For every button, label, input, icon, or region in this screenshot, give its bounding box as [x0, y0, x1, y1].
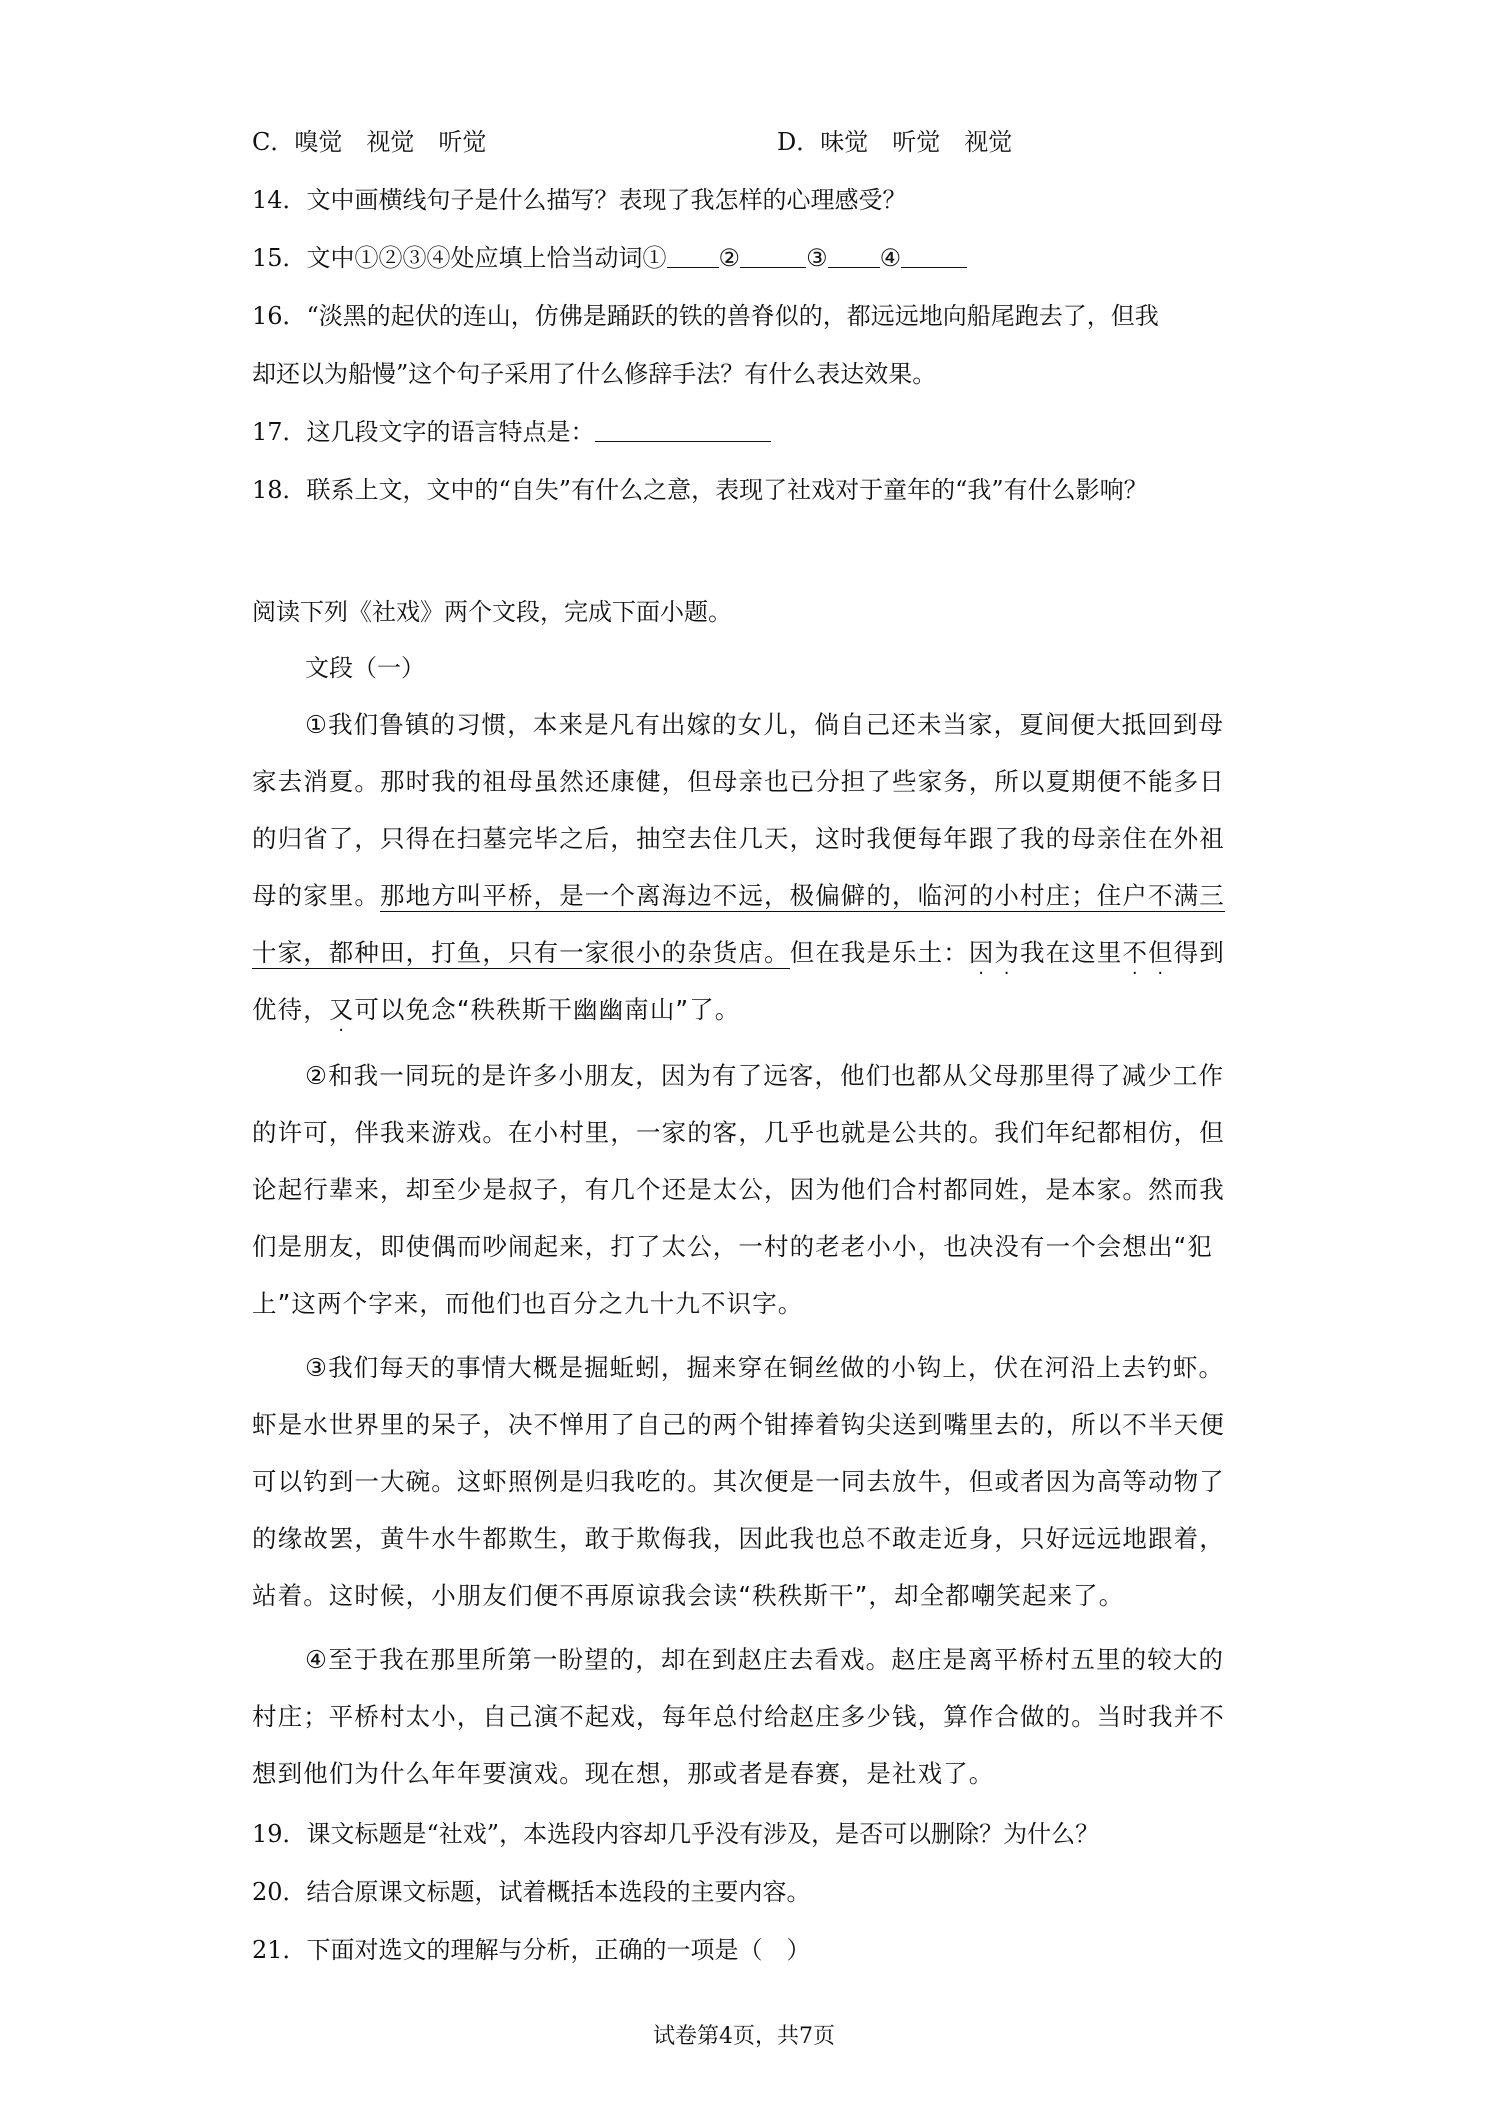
question-14: 14．文中画横线句子是什么描写？表现了我怎样的心理感受？	[252, 186, 907, 214]
answer-blank-3[interactable]	[828, 245, 880, 268]
question-15: 15．文中①②③④处应填上恰当动词① ② ③ ④	[252, 242, 967, 274]
passage-p1-line1: ①我们鲁镇的习惯，本来是凡有出嫁的女儿，倘自己还未当家，夏间便大抵回到母	[305, 710, 1225, 739]
emphasis-char: 不	[1122, 938, 1149, 967]
answer-blank-2[interactable]	[740, 245, 806, 268]
question-16-line2: 却还以为船慢”这个句子采用了什么修辞手法？有什么表达效果。	[252, 360, 937, 388]
emphasis-char: 又	[328, 995, 355, 1024]
passage-p1-line5: 十家，都种田，打鱼，只有一家很小的杂货店。但在我是乐土：因为我在这里不但得到	[252, 938, 1225, 967]
passage-p2-line3: 论起行辈来，却至少是叔子，有几个还是太公，因为他们合村都同姓，是本家。然而我	[252, 1175, 1225, 1204]
question-18: 18．联系上文，文中的“自失”有什么之意，表现了社戏对于童年的“我”有什么影响？	[252, 476, 1148, 504]
passage-p3-line3: 可以钓到一大碗。这虾照例是归我吃的。其次便是一同去放牛，但或者因为高等动物了	[252, 1467, 1225, 1496]
passage-heading: 文段（一）	[305, 654, 425, 682]
question-20: 20．结合原课文标题，试着概括本选段的主要内容。	[252, 1878, 811, 1906]
passage-p2-line5: 上”这两个字来，而他们也百分之九十九不识字。	[252, 1289, 804, 1318]
question-19: 19．课文标题是“社戏”，本选段内容却几乎没有涉及，是否可以删除？为什么？	[252, 1820, 1100, 1848]
passage-p4-line2: 村庄；平桥村太小，自己演不起戏，每年总付给赵庄多少钱，算作合做的。当时我并不	[252, 1702, 1225, 1731]
question-16-line1: 16．“淡黑的起伏的连山，仿佛是踊跃的铁的兽脊似的，都远远地向船尾跑去了，但我	[252, 302, 1159, 330]
passage-p1-line6: 优待，又可以免念“秩秩斯干幽幽南山”了。	[252, 995, 741, 1024]
answer-blank-1[interactable]	[667, 245, 719, 268]
passage-p2-line2: 的许可，伴我来游戏。在小村里，一家的客，几乎也就是公共的。我们年纪都相仿，但	[252, 1118, 1225, 1147]
emphasis-char: 为	[994, 938, 1021, 967]
passage-p3-line5: 站着。这时候，小朋友们便不再原谅我会读“秩秩斯干”，却全都嘲笑起来了。	[252, 1581, 1125, 1610]
option-d: D．味觉 听觉 视觉	[777, 128, 1013, 156]
question-17: 17．这几段文字的语言特点是：	[252, 416, 771, 448]
page-footer: 试卷第4页，共7页	[653, 2024, 835, 2049]
question-21: 21．下面对选文的理解与分析，正确的一项是（ ）	[252, 1936, 811, 1964]
passage-p4-line3: 想到他们为什么年年要演戏。现在想，那或者是春赛，是社戏了。	[252, 1759, 995, 1788]
passage-p1-line2: 家去消夏。那时我的祖母虽然还康健，但母亲也已分担了些家务，所以夏期便不能多日	[252, 767, 1225, 796]
passage-p4-line1: ④至于我在那里所第一盼望的，却在到赵庄去看戏。赵庄是离平桥村五里的较大的	[305, 1645, 1225, 1674]
passage-p2-line4: 们是朋友，即使偶而吵闹起来，打了太公，一村的老老小小，也决没有一个会想出“犯	[252, 1232, 1213, 1261]
reading-instruction: 阅读下列《社戏》两个文段，完成下面小题。	[252, 598, 732, 626]
passage-p3-line4: 的缘故罢，黄牛水牛都欺生，敢于欺侮我，因此我也总不敢走近身，只好远远地跟着，	[252, 1524, 1225, 1553]
emphasis-char: 但	[1148, 938, 1174, 967]
answer-blank-4[interactable]	[901, 245, 967, 268]
emphasis-char: 因	[968, 938, 995, 967]
passage-p3-line1: ③我们每天的事情大概是掘蚯蚓，掘来穿在铜丝做的小钩上，伏在河沿上去钓虾。	[305, 1353, 1225, 1382]
underlined-sentence-cont: 十家，都种田，打鱼，只有一家很小的杂货店。	[252, 938, 790, 967]
option-c: C．嗅觉 视觉 听觉	[252, 128, 487, 156]
passage-p2-line1: ②和我一同玩的是许多小朋友，因为有了远客，他们也都从父母那里得了减少工作	[305, 1061, 1225, 1090]
passage-p3-line2: 虾是水世界里的呆子，决不惮用了自己的两个钳捧着钩尖送到嘴里去的，所以不半天便	[252, 1410, 1225, 1439]
passage-p1-line3: 的归省了，只得在扫墓完毕之后，抽空去住几天，这时我便每年跟了我的母亲住在外祖	[252, 824, 1225, 853]
answer-blank-17[interactable]	[595, 419, 771, 442]
passage-p1-line4: 母的家里。那地方叫平桥，是一个离海边不远，极偏僻的，临河的小村庄；住户不满三	[252, 881, 1225, 910]
underlined-sentence: 那地方叫平桥，是一个离海边不远，极偏僻的，临河的小村庄；住户不满三	[380, 881, 1225, 910]
